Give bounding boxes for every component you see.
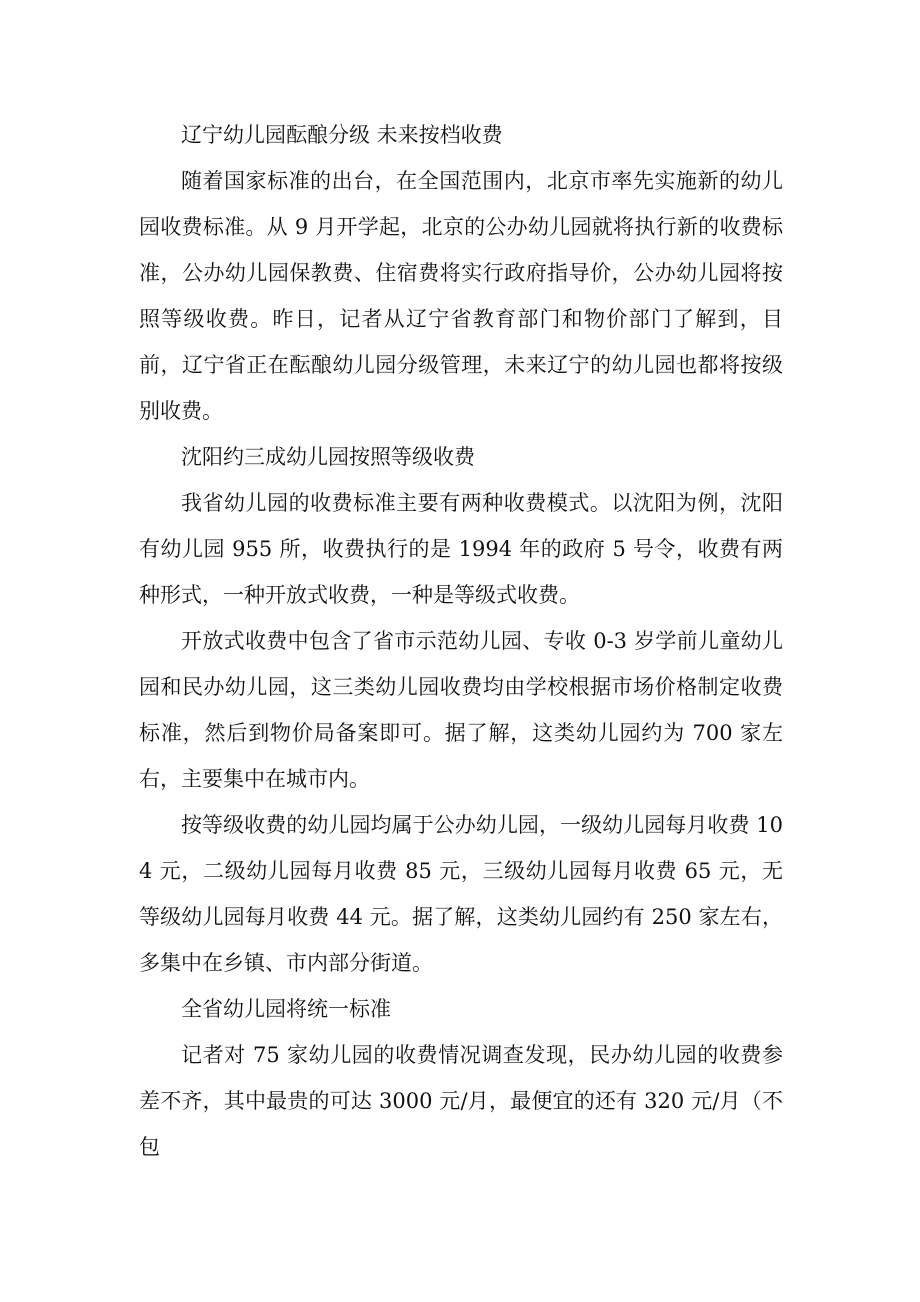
document-body: [139, 112, 783, 1170]
article-headline: 辽宁幼儿园酝酿分级 未来按档收费: [181, 123, 503, 147]
paragraph: 我省幼儿园的收费标准主要有两种收费模式。以沈阳为例，沈阳有幼儿园 955 所，收费执行的是 1994 年的政府 5 号令，收费有两种形式，一种开放式收费，一种是等级式收费。: [139, 491, 783, 607]
paragraph: 开放式收费中包含了省市示范幼儿园、专收 0-3 岁学前儿童幼儿园和民办幼儿园，这三类幼儿园收费均由学校根据市场价格制定收费标准，然后到物价局备案即可。据了解，这类幼儿园约为 700 家左右，主要集中在城市内。: [139, 629, 783, 791]
paragraph: 记者对 75 家幼儿园的收费情况调查发现，民办幼儿园的收费参差不齐，其中最贵的可达 3000 元/月，最便宜的还有 320 元/月（不包: [139, 1043, 783, 1159]
paragraph: 按等级收费的幼儿园均属于公办幼儿园，一级幼儿园每月收费 104 元，二级幼儿园每月收费 85 元，三级幼儿园每月收费 65 元，无等级幼儿园每月收费 44 元。据了解，这类幼儿园约有 250 家左右，多集中在乡镇、市内部分街道。: [139, 813, 783, 975]
section-heading: 全省幼儿园将统一标准: [181, 997, 391, 1021]
paragraph: 随着国家标准的出台，在全国范围内，北京市率先实施新的幼儿园收费标准。从 9 月开学起，北京的公办幼儿园就将执行新的收费标准，公办幼儿园保教费、住宿费将实行政府指导价，公办幼儿园将按照等级收费。昨日，记者从辽宁省教育部门和物价部门了解到，目前，辽宁省正在酝酿幼儿园分级管理，未来辽宁的幼儿园也都将按级别收费。: [139, 169, 783, 423]
section-heading: 沈阳约三成幼儿园按照等级收费: [181, 445, 475, 469]
